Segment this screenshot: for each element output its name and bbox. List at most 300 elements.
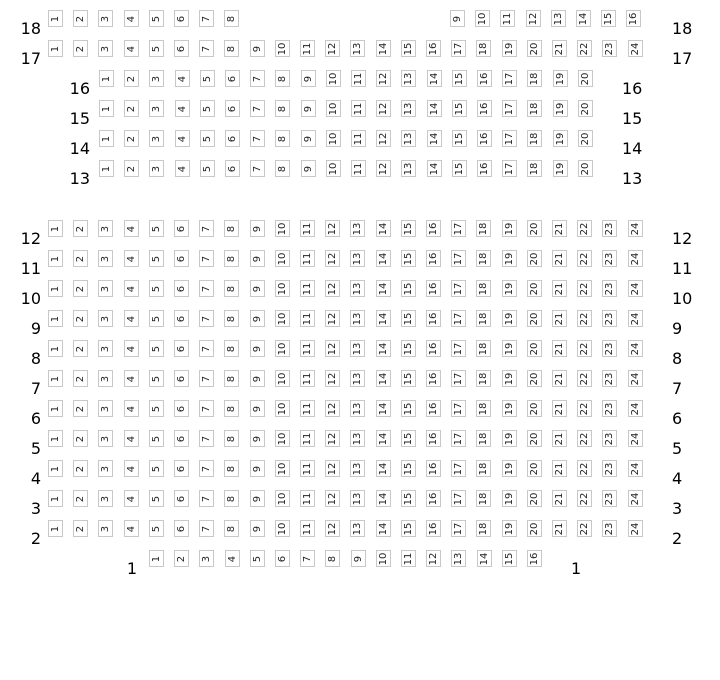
seat-14-15[interactable] xyxy=(452,130,467,147)
seat-7-10[interactable] xyxy=(275,370,290,387)
seat-18-11[interactable] xyxy=(500,10,515,27)
seat-18-2[interactable] xyxy=(73,10,88,27)
seat-17-16[interactable] xyxy=(426,40,441,57)
seat-2-12[interactable] xyxy=(325,520,340,537)
seat-7-13[interactable] xyxy=(350,370,365,387)
seat-16-8[interactable] xyxy=(275,70,290,87)
seat-11-21[interactable] xyxy=(552,250,567,267)
seat-6-8[interactable] xyxy=(224,400,239,417)
seat-5-14[interactable] xyxy=(376,430,391,447)
seat-3-16[interactable] xyxy=(426,490,441,507)
seat-2-4[interactable] xyxy=(124,520,139,537)
seat-14-11[interactable] xyxy=(351,130,366,147)
seat-4-1[interactable] xyxy=(48,460,63,477)
seat-7-4[interactable] xyxy=(124,370,139,387)
seat-4-4[interactable] xyxy=(124,460,139,477)
seat-15-18[interactable] xyxy=(527,100,542,117)
seat-11-18[interactable] xyxy=(476,250,491,267)
seat-6-4[interactable] xyxy=(124,400,139,417)
seat-18-7[interactable] xyxy=(199,10,214,27)
seat-12-14[interactable] xyxy=(376,220,391,237)
seat-10-3[interactable] xyxy=(98,280,113,297)
seat-17-4[interactable] xyxy=(124,40,139,57)
seat-10-24[interactable] xyxy=(628,280,643,297)
seat-13-4[interactable] xyxy=(175,160,190,177)
seat-11-4[interactable] xyxy=(124,250,139,267)
seat-9-14[interactable] xyxy=(376,310,391,327)
seat-8-10[interactable] xyxy=(275,340,290,357)
seat-12-3[interactable] xyxy=(98,220,113,237)
seat-6-16[interactable] xyxy=(426,400,441,417)
seat-16-15[interactable] xyxy=(452,70,467,87)
seat-17-7[interactable] xyxy=(199,40,214,57)
seat-14-6[interactable] xyxy=(225,130,240,147)
seat-5-12[interactable] xyxy=(325,430,340,447)
seat-6-15[interactable] xyxy=(401,400,416,417)
seat-10-10[interactable] xyxy=(275,280,290,297)
seat-16-16[interactable] xyxy=(477,70,492,87)
seat-18-6[interactable] xyxy=(174,10,189,27)
seat-13-15[interactable] xyxy=(452,160,467,177)
seat-10-12[interactable] xyxy=(325,280,340,297)
seat-13-3[interactable] xyxy=(149,160,164,177)
seat-3-7[interactable] xyxy=(199,490,214,507)
seat-18-9[interactable] xyxy=(450,10,465,27)
seat-14-9[interactable] xyxy=(301,130,316,147)
seat-8-12[interactable] xyxy=(325,340,340,357)
seat-15-5[interactable] xyxy=(200,100,215,117)
seat-5-2[interactable] xyxy=(73,430,88,447)
seat-1-1[interactable] xyxy=(149,550,164,567)
seat-16-19[interactable] xyxy=(553,70,568,87)
seat-7-22[interactable] xyxy=(577,370,592,387)
seat-6-9[interactable] xyxy=(250,400,265,417)
seat-2-24[interactable] xyxy=(628,520,643,537)
seat-8-9[interactable] xyxy=(250,340,265,357)
seat-11-3[interactable] xyxy=(98,250,113,267)
seat-9-4[interactable] xyxy=(124,310,139,327)
seat-15-10[interactable] xyxy=(326,100,341,117)
seat-13-19[interactable] xyxy=(553,160,568,177)
seat-2-16[interactable] xyxy=(426,520,441,537)
seat-9-9[interactable] xyxy=(250,310,265,327)
seat-10-21[interactable] xyxy=(552,280,567,297)
seat-4-24[interactable] xyxy=(628,460,643,477)
seat-11-13[interactable] xyxy=(350,250,365,267)
seat-12-18[interactable] xyxy=(476,220,491,237)
seat-13-7[interactable] xyxy=(250,160,265,177)
seat-6-14[interactable] xyxy=(376,400,391,417)
seat-2-19[interactable] xyxy=(502,520,517,537)
seat-8-5[interactable] xyxy=(149,340,164,357)
seat-15-16[interactable] xyxy=(477,100,492,117)
seat-13-17[interactable] xyxy=(502,160,517,177)
seat-4-8[interactable] xyxy=(224,460,239,477)
seat-6-17[interactable] xyxy=(451,400,466,417)
seat-10-17[interactable] xyxy=(451,280,466,297)
seat-14-13[interactable] xyxy=(401,130,416,147)
seat-17-14[interactable] xyxy=(376,40,391,57)
seat-14-4[interactable] xyxy=(175,130,190,147)
seat-12-22[interactable] xyxy=(577,220,592,237)
seat-14-2[interactable] xyxy=(124,130,139,147)
seat-18-10[interactable] xyxy=(475,10,490,27)
seat-12-10[interactable] xyxy=(275,220,290,237)
seat-18-3[interactable] xyxy=(98,10,113,27)
seat-6-7[interactable] xyxy=(199,400,214,417)
seat-3-5[interactable] xyxy=(149,490,164,507)
seat-8-14[interactable] xyxy=(376,340,391,357)
seat-2-17[interactable] xyxy=(451,520,466,537)
seat-1-14[interactable] xyxy=(477,550,492,567)
seat-16-9[interactable] xyxy=(301,70,316,87)
seat-11-22[interactable] xyxy=(577,250,592,267)
seat-14-7[interactable] xyxy=(250,130,265,147)
seat-17-19[interactable] xyxy=(502,40,517,57)
seat-2-14[interactable] xyxy=(376,520,391,537)
seat-5-15[interactable] xyxy=(401,430,416,447)
seat-3-8[interactable] xyxy=(224,490,239,507)
seat-16-13[interactable] xyxy=(401,70,416,87)
seat-8-13[interactable] xyxy=(350,340,365,357)
seat-12-8[interactable] xyxy=(224,220,239,237)
seat-2-2[interactable] xyxy=(73,520,88,537)
seat-15-7[interactable] xyxy=(250,100,265,117)
seat-15-4[interactable] xyxy=(175,100,190,117)
seat-7-12[interactable] xyxy=(325,370,340,387)
seat-8-15[interactable] xyxy=(401,340,416,357)
seat-10-15[interactable] xyxy=(401,280,416,297)
seat-8-6[interactable] xyxy=(174,340,189,357)
seat-5-5[interactable] xyxy=(149,430,164,447)
seat-18-13[interactable] xyxy=(551,10,566,27)
seat-17-18[interactable] xyxy=(476,40,491,57)
seat-11-10[interactable] xyxy=(275,250,290,267)
seat-1-12[interactable] xyxy=(426,550,441,567)
seat-2-22[interactable] xyxy=(577,520,592,537)
seat-7-7[interactable] xyxy=(199,370,214,387)
seat-3-11[interactable] xyxy=(300,490,315,507)
seat-9-6[interactable] xyxy=(174,310,189,327)
seat-12-21[interactable] xyxy=(552,220,567,237)
seat-10-20[interactable] xyxy=(527,280,542,297)
seat-15-11[interactable] xyxy=(351,100,366,117)
seat-7-6[interactable] xyxy=(174,370,189,387)
seat-16-2[interactable] xyxy=(124,70,139,87)
seat-7-5[interactable] xyxy=(149,370,164,387)
seat-5-11[interactable] xyxy=(300,430,315,447)
seat-7-3[interactable] xyxy=(98,370,113,387)
seat-7-17[interactable] xyxy=(451,370,466,387)
seat-2-7[interactable] xyxy=(199,520,214,537)
seat-4-12[interactable] xyxy=(325,460,340,477)
seat-18-12[interactable] xyxy=(526,10,541,27)
seat-15-20[interactable] xyxy=(578,100,593,117)
seat-15-1[interactable] xyxy=(99,100,114,117)
seat-5-23[interactable] xyxy=(602,430,617,447)
seat-9-24[interactable] xyxy=(628,310,643,327)
seat-14-17[interactable] xyxy=(502,130,517,147)
seat-10-14[interactable] xyxy=(376,280,391,297)
seat-7-8[interactable] xyxy=(224,370,239,387)
seat-3-6[interactable] xyxy=(174,490,189,507)
seat-13-1[interactable] xyxy=(99,160,114,177)
seat-3-15[interactable] xyxy=(401,490,416,507)
seat-15-8[interactable] xyxy=(275,100,290,117)
seat-7-2[interactable] xyxy=(73,370,88,387)
seat-5-17[interactable] xyxy=(451,430,466,447)
seat-9-12[interactable] xyxy=(325,310,340,327)
seat-2-1[interactable] xyxy=(48,520,63,537)
seat-2-20[interactable] xyxy=(527,520,542,537)
seat-10-4[interactable] xyxy=(124,280,139,297)
seat-13-16[interactable] xyxy=(477,160,492,177)
seat-1-13[interactable] xyxy=(451,550,466,567)
seat-12-20[interactable] xyxy=(527,220,542,237)
seat-3-13[interactable] xyxy=(350,490,365,507)
seat-5-24[interactable] xyxy=(628,430,643,447)
seat-15-2[interactable] xyxy=(124,100,139,117)
seat-6-1[interactable] xyxy=(48,400,63,417)
seat-7-18[interactable] xyxy=(476,370,491,387)
seat-6-19[interactable] xyxy=(502,400,517,417)
seat-14-16[interactable] xyxy=(477,130,492,147)
seat-14-12[interactable] xyxy=(376,130,391,147)
seat-13-10[interactable] xyxy=(326,160,341,177)
seat-14-14[interactable] xyxy=(427,130,442,147)
seat-12-7[interactable] xyxy=(199,220,214,237)
seat-4-18[interactable] xyxy=(476,460,491,477)
seat-11-19[interactable] xyxy=(502,250,517,267)
seat-10-5[interactable] xyxy=(149,280,164,297)
seat-4-20[interactable] xyxy=(527,460,542,477)
seat-8-18[interactable] xyxy=(476,340,491,357)
seat-6-5[interactable] xyxy=(149,400,164,417)
seat-7-11[interactable] xyxy=(300,370,315,387)
seat-8-22[interactable] xyxy=(577,340,592,357)
seat-17-5[interactable] xyxy=(149,40,164,57)
seat-2-11[interactable] xyxy=(300,520,315,537)
seat-7-14[interactable] xyxy=(376,370,391,387)
seat-1-5[interactable] xyxy=(250,550,265,567)
seat-15-15[interactable] xyxy=(452,100,467,117)
seat-7-23[interactable] xyxy=(602,370,617,387)
seat-10-19[interactable] xyxy=(502,280,517,297)
seat-1-3[interactable] xyxy=(199,550,214,567)
seat-5-6[interactable] xyxy=(174,430,189,447)
seat-6-13[interactable] xyxy=(350,400,365,417)
seat-5-10[interactable] xyxy=(275,430,290,447)
seat-15-6[interactable] xyxy=(225,100,240,117)
seat-10-23[interactable] xyxy=(602,280,617,297)
seat-3-9[interactable] xyxy=(250,490,265,507)
seat-1-11[interactable] xyxy=(401,550,416,567)
seat-9-11[interactable] xyxy=(300,310,315,327)
seat-2-5[interactable] xyxy=(149,520,164,537)
seat-1-10[interactable] xyxy=(376,550,391,567)
seat-17-13[interactable] xyxy=(350,40,365,57)
seat-3-14[interactable] xyxy=(376,490,391,507)
seat-9-20[interactable] xyxy=(527,310,542,327)
seat-16-11[interactable] xyxy=(351,70,366,87)
seat-14-19[interactable] xyxy=(553,130,568,147)
seat-13-18[interactable] xyxy=(527,160,542,177)
seat-10-6[interactable] xyxy=(174,280,189,297)
seat-9-2[interactable] xyxy=(73,310,88,327)
seat-8-19[interactable] xyxy=(502,340,517,357)
seat-11-14[interactable] xyxy=(376,250,391,267)
seat-11-9[interactable] xyxy=(250,250,265,267)
seat-5-20[interactable] xyxy=(527,430,542,447)
seat-12-17[interactable] xyxy=(451,220,466,237)
seat-4-22[interactable] xyxy=(577,460,592,477)
seat-13-11[interactable] xyxy=(351,160,366,177)
seat-5-21[interactable] xyxy=(552,430,567,447)
seat-4-16[interactable] xyxy=(426,460,441,477)
seat-17-1[interactable] xyxy=(48,40,63,57)
seat-1-6[interactable] xyxy=(275,550,290,567)
seat-11-12[interactable] xyxy=(325,250,340,267)
seat-11-24[interactable] xyxy=(628,250,643,267)
seat-2-8[interactable] xyxy=(224,520,239,537)
seat-9-22[interactable] xyxy=(577,310,592,327)
seat-14-20[interactable] xyxy=(578,130,593,147)
seat-12-12[interactable] xyxy=(325,220,340,237)
seat-3-19[interactable] xyxy=(502,490,517,507)
seat-4-7[interactable] xyxy=(199,460,214,477)
seat-18-8[interactable] xyxy=(224,10,239,27)
seat-6-21[interactable] xyxy=(552,400,567,417)
seat-6-6[interactable] xyxy=(174,400,189,417)
seat-13-8[interactable] xyxy=(275,160,290,177)
seat-16-12[interactable] xyxy=(376,70,391,87)
seat-15-17[interactable] xyxy=(502,100,517,117)
seat-4-10[interactable] xyxy=(275,460,290,477)
seat-9-3[interactable] xyxy=(98,310,113,327)
seat-16-18[interactable] xyxy=(527,70,542,87)
seat-18-4[interactable] xyxy=(124,10,139,27)
seat-17-21[interactable] xyxy=(552,40,567,57)
seat-2-23[interactable] xyxy=(602,520,617,537)
seat-9-21[interactable] xyxy=(552,310,567,327)
seat-11-7[interactable] xyxy=(199,250,214,267)
seat-12-16[interactable] xyxy=(426,220,441,237)
seat-13-9[interactable] xyxy=(301,160,316,177)
seat-5-7[interactable] xyxy=(199,430,214,447)
seat-5-13[interactable] xyxy=(350,430,365,447)
seat-2-10[interactable] xyxy=(275,520,290,537)
seat-4-17[interactable] xyxy=(451,460,466,477)
seat-9-10[interactable] xyxy=(275,310,290,327)
seat-10-16[interactable] xyxy=(426,280,441,297)
seat-17-11[interactable] xyxy=(300,40,315,57)
seat-14-8[interactable] xyxy=(275,130,290,147)
seat-5-19[interactable] xyxy=(502,430,517,447)
seat-8-17[interactable] xyxy=(451,340,466,357)
seat-3-10[interactable] xyxy=(275,490,290,507)
seat-8-11[interactable] xyxy=(300,340,315,357)
seat-7-21[interactable] xyxy=(552,370,567,387)
seat-3-20[interactable] xyxy=(527,490,542,507)
seat-11-8[interactable] xyxy=(224,250,239,267)
seat-11-6[interactable] xyxy=(174,250,189,267)
seat-16-1[interactable] xyxy=(99,70,114,87)
seat-15-14[interactable] xyxy=(427,100,442,117)
seat-8-16[interactable] xyxy=(426,340,441,357)
seat-3-1[interactable] xyxy=(48,490,63,507)
seat-12-5[interactable] xyxy=(149,220,164,237)
seat-5-18[interactable] xyxy=(476,430,491,447)
seat-11-15[interactable] xyxy=(401,250,416,267)
seat-12-23[interactable] xyxy=(602,220,617,237)
seat-11-16[interactable] xyxy=(426,250,441,267)
seat-18-5[interactable] xyxy=(149,10,164,27)
seat-3-2[interactable] xyxy=(73,490,88,507)
seat-3-22[interactable] xyxy=(577,490,592,507)
seat-12-15[interactable] xyxy=(401,220,416,237)
seat-3-23[interactable] xyxy=(602,490,617,507)
seat-2-13[interactable] xyxy=(350,520,365,537)
seat-9-18[interactable] xyxy=(476,310,491,327)
seat-17-12[interactable] xyxy=(325,40,340,57)
seat-5-8[interactable] xyxy=(224,430,239,447)
seat-9-5[interactable] xyxy=(149,310,164,327)
seat-17-17[interactable] xyxy=(451,40,466,57)
seat-18-14[interactable] xyxy=(576,10,591,27)
seat-17-6[interactable] xyxy=(174,40,189,57)
seat-8-20[interactable] xyxy=(527,340,542,357)
seat-7-15[interactable] xyxy=(401,370,416,387)
seat-18-1[interactable] xyxy=(48,10,63,27)
seat-7-1[interactable] xyxy=(48,370,63,387)
seat-10-18[interactable] xyxy=(476,280,491,297)
seat-17-20[interactable] xyxy=(527,40,542,57)
seat-6-22[interactable] xyxy=(577,400,592,417)
seat-16-4[interactable] xyxy=(175,70,190,87)
seat-16-6[interactable] xyxy=(225,70,240,87)
seat-9-23[interactable] xyxy=(602,310,617,327)
seat-1-16[interactable] xyxy=(527,550,542,567)
seat-14-1[interactable] xyxy=(99,130,114,147)
seat-8-1[interactable] xyxy=(48,340,63,357)
seat-7-20[interactable] xyxy=(527,370,542,387)
seat-17-23[interactable] xyxy=(602,40,617,57)
seat-12-2[interactable] xyxy=(73,220,88,237)
seat-4-9[interactable] xyxy=(250,460,265,477)
seat-6-24[interactable] xyxy=(628,400,643,417)
seat-16-20[interactable] xyxy=(578,70,593,87)
seat-5-1[interactable] xyxy=(48,430,63,447)
seat-14-5[interactable] xyxy=(200,130,215,147)
seat-13-12[interactable] xyxy=(376,160,391,177)
seat-11-17[interactable] xyxy=(451,250,466,267)
seat-9-17[interactable] xyxy=(451,310,466,327)
seat-5-22[interactable] xyxy=(577,430,592,447)
seat-15-19[interactable] xyxy=(553,100,568,117)
seat-1-2[interactable] xyxy=(174,550,189,567)
seat-11-5[interactable] xyxy=(149,250,164,267)
seat-14-10[interactable] xyxy=(326,130,341,147)
seat-8-23[interactable] xyxy=(602,340,617,357)
seat-12-9[interactable] xyxy=(250,220,265,237)
seat-6-10[interactable] xyxy=(275,400,290,417)
seat-10-2[interactable] xyxy=(73,280,88,297)
seat-18-16[interactable] xyxy=(626,10,641,27)
seat-2-18[interactable] xyxy=(476,520,491,537)
seat-9-16[interactable] xyxy=(426,310,441,327)
seat-6-12[interactable] xyxy=(325,400,340,417)
seat-5-16[interactable] xyxy=(426,430,441,447)
